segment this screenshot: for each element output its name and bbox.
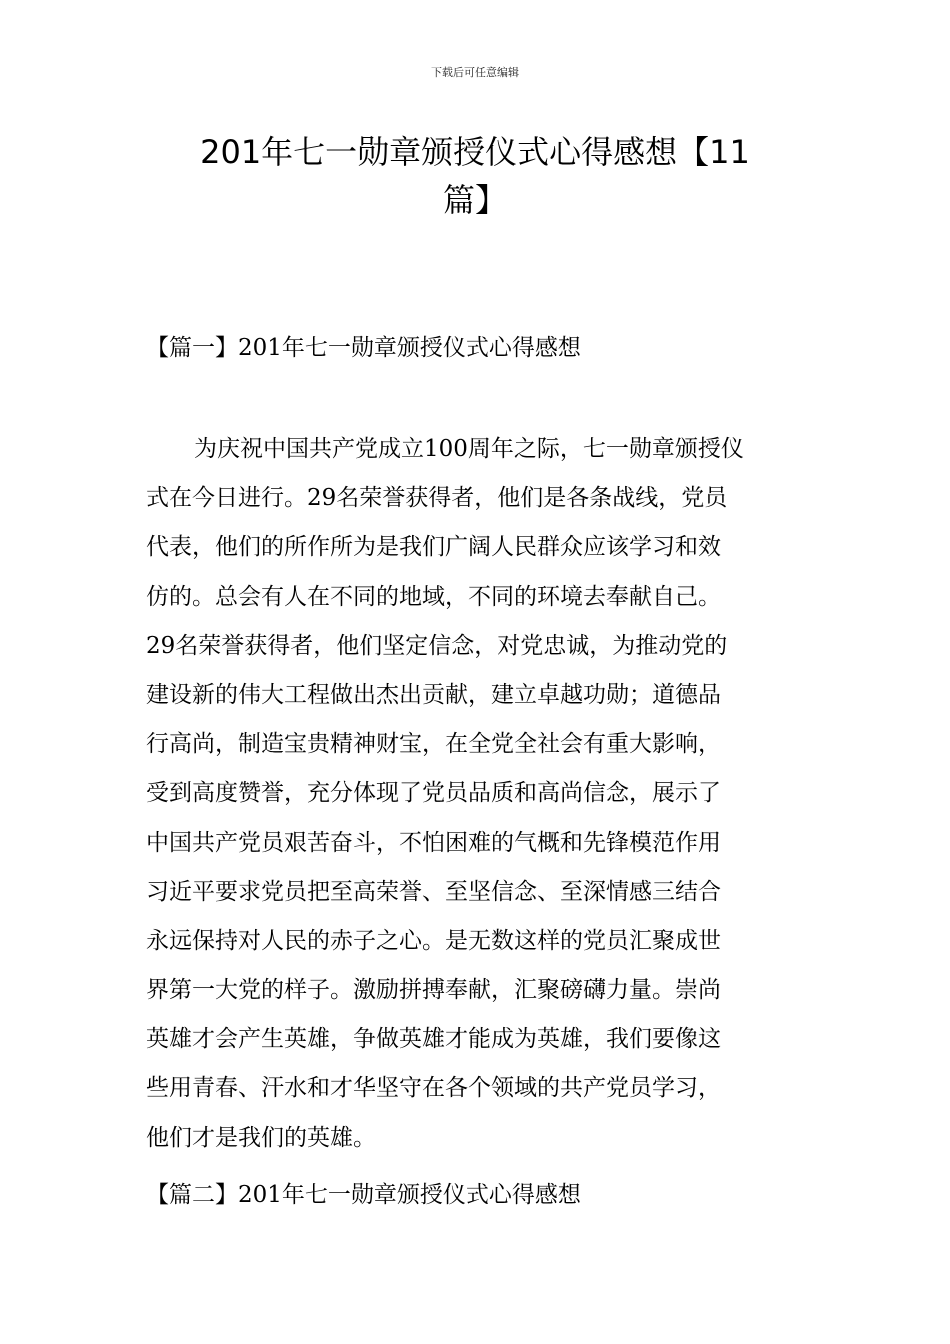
paragraph-line: 29名荣誉获得者，他们坚定信念，对党忠诚，为推动党的	[146, 632, 728, 659]
document-title-line-2: 篇】	[442, 181, 507, 219]
section-body-1	[146, 431, 846, 1169]
document-title-line-1: 201年七一勋章颁授仪式心得感想【11	[200, 133, 750, 171]
paragraph-line: 中国共产党员艰苦奋斗，不怕困难的气概和先锋模范作用	[146, 829, 721, 856]
paragraph-line: 仿的。总会有人在不同的地域，不同的环境去奉献自己。	[146, 583, 721, 610]
document-title	[120, 128, 830, 224]
paragraph-line: 代表，他们的所作所为是我们广阔人民群众应该学习和效	[146, 534, 721, 561]
page-header-note: 下载后可任意编辑	[431, 66, 519, 79]
paragraph-line: 永远保持对人民的赤子之心。是无数这样的党员汇聚成世	[146, 927, 721, 954]
paragraph-line: 为庆祝中国共产党成立100周年之际，七一勋章颁授仪	[194, 436, 744, 462]
paragraph-line: 习近平要求党员把至高荣誉、至坚信念、至深情感三结合	[146, 878, 721, 905]
paragraph-line: 界第一大党的样子。激励拼搏奉献，汇聚磅礴力量。崇尚	[146, 977, 721, 1004]
paragraph-line: 行高尚，制造宝贵精神财宝，在全党全社会有重大影响，	[146, 731, 721, 758]
paragraph-line: 受到高度赞誉，充分体现了党员品质和高尚信念，展示了	[146, 780, 721, 807]
paragraph-line: 些用青春、汗水和才华坚守在各个领域的共产党员学习，	[146, 1075, 721, 1102]
paragraph-line: 他们才是我们的英雄。	[146, 1124, 376, 1151]
paragraph-line: 英雄才会产生英雄，争做英雄才能成为英雄，我们要像这	[146, 1026, 721, 1053]
section-heading-2: 【篇二】201年七一勋章颁授仪式心得感想	[146, 1182, 581, 1208]
paragraph-line: 式在今日进行。29名荣誉获得者，他们是各条战线，党员	[146, 485, 728, 512]
paragraph-line: 建设新的伟大工程做出杰出贡献，建立卓越功勋；道德品	[146, 681, 721, 708]
section-heading-1: 【篇一】201年七一勋章颁授仪式心得感想	[146, 335, 581, 361]
